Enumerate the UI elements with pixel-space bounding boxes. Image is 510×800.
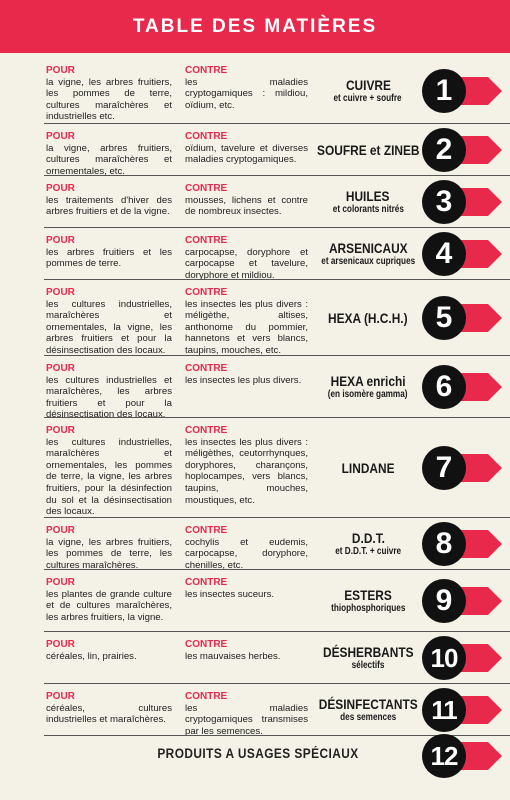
pour-column bbox=[46, 183, 172, 218]
contre-text: les mauvaises herbes. bbox=[185, 650, 281, 662]
pour-column bbox=[46, 363, 172, 421]
product-subtitle: et cuivre + soufre bbox=[333, 93, 403, 104]
pour-text: les cultures industrielles, maraîchères et ornementales, les pommes de terre, la vigne, les arbres fruitiers, pour la désinfection du sol et la désinsectisation des locaux. bbox=[46, 436, 172, 518]
product-subtitle: sélectifs bbox=[351, 660, 385, 671]
product-name: SOUFRE et ZINEB bbox=[316, 142, 420, 158]
contre-text: oïdium, tavelure et diverses maladies cryptogamiques. bbox=[185, 142, 308, 166]
chapter-badge[interactable] bbox=[422, 232, 502, 276]
contre-text: cochylis et eudemis, carpocapse, doryphore, chenilles, etc. bbox=[185, 536, 308, 571]
chapter-badge[interactable] bbox=[422, 636, 502, 680]
product-cell bbox=[316, 632, 420, 684]
pour-text: la vigne, les arbres fruitiers, les pommes de terre, les cultures maraîchères. bbox=[46, 536, 172, 571]
chapter-badge[interactable] bbox=[422, 128, 502, 172]
pour-label: POUR bbox=[46, 131, 75, 142]
pour-column bbox=[46, 235, 172, 270]
pour-label: POUR bbox=[46, 235, 75, 246]
pour-column bbox=[46, 287, 172, 357]
pour-label: POUR bbox=[46, 691, 75, 702]
table-row[interactable] bbox=[0, 228, 510, 280]
product-cell bbox=[316, 176, 420, 228]
product-cell bbox=[316, 228, 420, 280]
product-cell bbox=[316, 418, 420, 518]
pour-column bbox=[46, 577, 172, 623]
special-products-row[interactable] bbox=[0, 736, 510, 776]
chapter-badge[interactable] bbox=[422, 296, 502, 340]
table-row[interactable] bbox=[0, 418, 510, 518]
pour-label: POUR bbox=[46, 639, 75, 650]
product-name: HUILES bbox=[346, 188, 390, 204]
chapter-badge[interactable] bbox=[422, 365, 502, 409]
product-cell bbox=[316, 124, 420, 176]
contre-text: mousses, lichens et contre de nombreux insectes. bbox=[185, 194, 308, 218]
chapter-number: 4 bbox=[422, 232, 466, 276]
chapter-number: 2 bbox=[422, 128, 466, 172]
contre-text: les insectes les plus divers. bbox=[185, 374, 302, 386]
table-row[interactable] bbox=[0, 632, 510, 684]
product-cell bbox=[316, 684, 420, 736]
chapter-number: 3 bbox=[422, 180, 466, 224]
chapter-badge[interactable] bbox=[422, 579, 502, 623]
chapter-badge[interactable] bbox=[422, 688, 502, 732]
pour-label: POUR bbox=[46, 287, 75, 298]
pour-text: la vigne, les arbres fruitiers, les pommes de terre, cultures maraîchères et industrielles etc. bbox=[46, 76, 172, 123]
chapter-badge[interactable] bbox=[422, 734, 502, 778]
page-title: TABLE DES MATIÈRES bbox=[132, 15, 378, 37]
contre-label: CONTRE bbox=[185, 183, 228, 194]
table-row[interactable] bbox=[0, 570, 510, 632]
pour-text: les cultures industrielles, maraîchères et ornementales, la vigne, les arbres fruitiers et pour la désinsectisation des locaux. bbox=[46, 298, 172, 356]
product-subtitle: (en isomère gamma) bbox=[328, 389, 408, 400]
table-row[interactable] bbox=[0, 176, 510, 228]
product-subtitle: des semences bbox=[339, 712, 397, 723]
chapter-badge[interactable] bbox=[422, 180, 502, 224]
pour-column bbox=[46, 425, 172, 518]
product-cell bbox=[316, 570, 420, 632]
product-cell bbox=[316, 280, 420, 356]
contre-label: CONTRE bbox=[185, 691, 228, 702]
pour-text: la vigne, arbres fruitiers, cultures maraîchères et ornementales, etc. bbox=[46, 142, 172, 177]
chapter-number: 12 bbox=[422, 734, 466, 778]
table-row[interactable] bbox=[0, 356, 510, 421]
chapter-number: 11 bbox=[422, 688, 466, 732]
contre-label: CONTRE bbox=[185, 363, 228, 374]
contre-label: CONTRE bbox=[185, 65, 228, 76]
product-subtitle: et colorants nitrés bbox=[332, 204, 404, 215]
table-row[interactable] bbox=[0, 280, 510, 356]
contre-column bbox=[185, 235, 308, 281]
product-subtitle: thiophosphoriques bbox=[330, 603, 406, 614]
pour-label: POUR bbox=[46, 363, 75, 374]
table-row[interactable] bbox=[0, 124, 510, 176]
contre-column bbox=[185, 183, 308, 218]
contre-column bbox=[185, 639, 308, 662]
chapter-number: 8 bbox=[422, 522, 466, 566]
contre-label: CONTRE bbox=[185, 131, 228, 142]
chapter-number: 5 bbox=[422, 296, 466, 340]
pour-column bbox=[46, 525, 172, 571]
contre-label: CONTRE bbox=[185, 525, 228, 536]
contre-column bbox=[185, 577, 308, 600]
product-name: CUIVRE bbox=[345, 77, 391, 93]
pour-label: POUR bbox=[46, 577, 75, 588]
product-name: HEXA enrichi bbox=[330, 373, 406, 389]
contre-text: les insectes les plus divers : méligèthes, ceutorrhynques, doryphores, charançons, hoplocampes, vers blancs, taupins, mouches, moustiques, etc. bbox=[185, 436, 308, 506]
product-name: DÉSHERBANTS bbox=[322, 644, 414, 660]
contre-column bbox=[185, 525, 308, 571]
contre-column bbox=[185, 363, 308, 386]
product-cell bbox=[316, 518, 420, 570]
page-header bbox=[0, 0, 510, 53]
chapter-badge[interactable] bbox=[422, 446, 502, 490]
contre-column bbox=[185, 425, 308, 506]
pour-text: les plantes de grande culture et de cultures maraîchères, les arbres fruitiers, la vigne. bbox=[46, 588, 172, 623]
pour-column bbox=[46, 131, 172, 177]
contre-column bbox=[185, 131, 308, 166]
pour-column bbox=[46, 639, 172, 662]
contre-label: CONTRE bbox=[185, 639, 228, 650]
chapter-number: 10 bbox=[422, 636, 466, 680]
contre-column bbox=[185, 287, 308, 357]
contre-column bbox=[185, 691, 308, 737]
chapter-badge[interactable] bbox=[422, 69, 502, 113]
product-cell bbox=[316, 356, 420, 418]
product-name: ARSENICAUX bbox=[328, 240, 408, 256]
contre-column bbox=[185, 65, 308, 111]
contre-text: carpocapse, doryphore et carpocapse et tavelure, doryphore et mildiou. bbox=[185, 246, 308, 281]
chapter-number: 7 bbox=[422, 446, 466, 490]
pour-text: les traitements d'hiver des arbres fruitiers et de la vigne. bbox=[46, 194, 172, 218]
pour-text: céréales, cultures industrielles et maraîchères. bbox=[46, 702, 172, 726]
pour-label: POUR bbox=[46, 525, 75, 536]
chapter-badge[interactable] bbox=[422, 522, 502, 566]
product-name: LINDANE bbox=[341, 460, 395, 476]
pour-text: les cultures industrielles et maraîchères, les arbres fruitiers et pour la désinsectisation des locaux. bbox=[46, 374, 172, 421]
product-cell bbox=[316, 58, 420, 124]
pour-label: POUR bbox=[46, 425, 75, 436]
product-name: D.D.T. bbox=[351, 530, 385, 546]
contre-text: les insectes suceurs. bbox=[185, 588, 275, 600]
contre-text: les maladies cryptogamiques : mildiou, oïdium, etc. bbox=[185, 76, 308, 111]
contre-label: CONTRE bbox=[185, 287, 228, 298]
chapter-number: 1 bbox=[422, 69, 466, 113]
pour-column bbox=[46, 65, 172, 123]
contre-label: CONTRE bbox=[185, 425, 228, 436]
contre-text: les maladies cryptogamiques transmises par les semences. bbox=[185, 702, 308, 737]
pour-column bbox=[46, 691, 172, 726]
contre-text: les insectes les plus divers : méligèthe, altises, anthonome du pommier, hannetons et vers blancs, taupins, mouches, etc. bbox=[185, 298, 308, 356]
product-subtitle: et D.D.T. + cuivre bbox=[335, 546, 401, 557]
table-row[interactable] bbox=[0, 58, 510, 124]
contre-label: CONTRE bbox=[185, 235, 228, 246]
table-row[interactable] bbox=[0, 684, 510, 736]
product-name: ESTERS bbox=[344, 587, 392, 603]
product-name: HEXA (H.C.H.) bbox=[328, 310, 408, 326]
contre-label: CONTRE bbox=[185, 577, 228, 588]
product-name: DÉSINFECTANTS bbox=[318, 696, 418, 712]
pour-label: POUR bbox=[46, 183, 75, 194]
table-row[interactable] bbox=[0, 518, 510, 570]
chapter-number: 6 bbox=[422, 365, 466, 409]
pour-text: céréales, lin, prairies. bbox=[46, 650, 137, 662]
product-subtitle: et arsenicaux cupriques bbox=[321, 256, 415, 267]
chapter-number: 9 bbox=[422, 579, 466, 623]
special-products-label: PRODUITS A USAGES SPÉCIAUX bbox=[157, 746, 359, 761]
pour-text: les arbres fruitiers et les pommes de terre. bbox=[46, 246, 172, 270]
pour-label: POUR bbox=[46, 65, 75, 76]
